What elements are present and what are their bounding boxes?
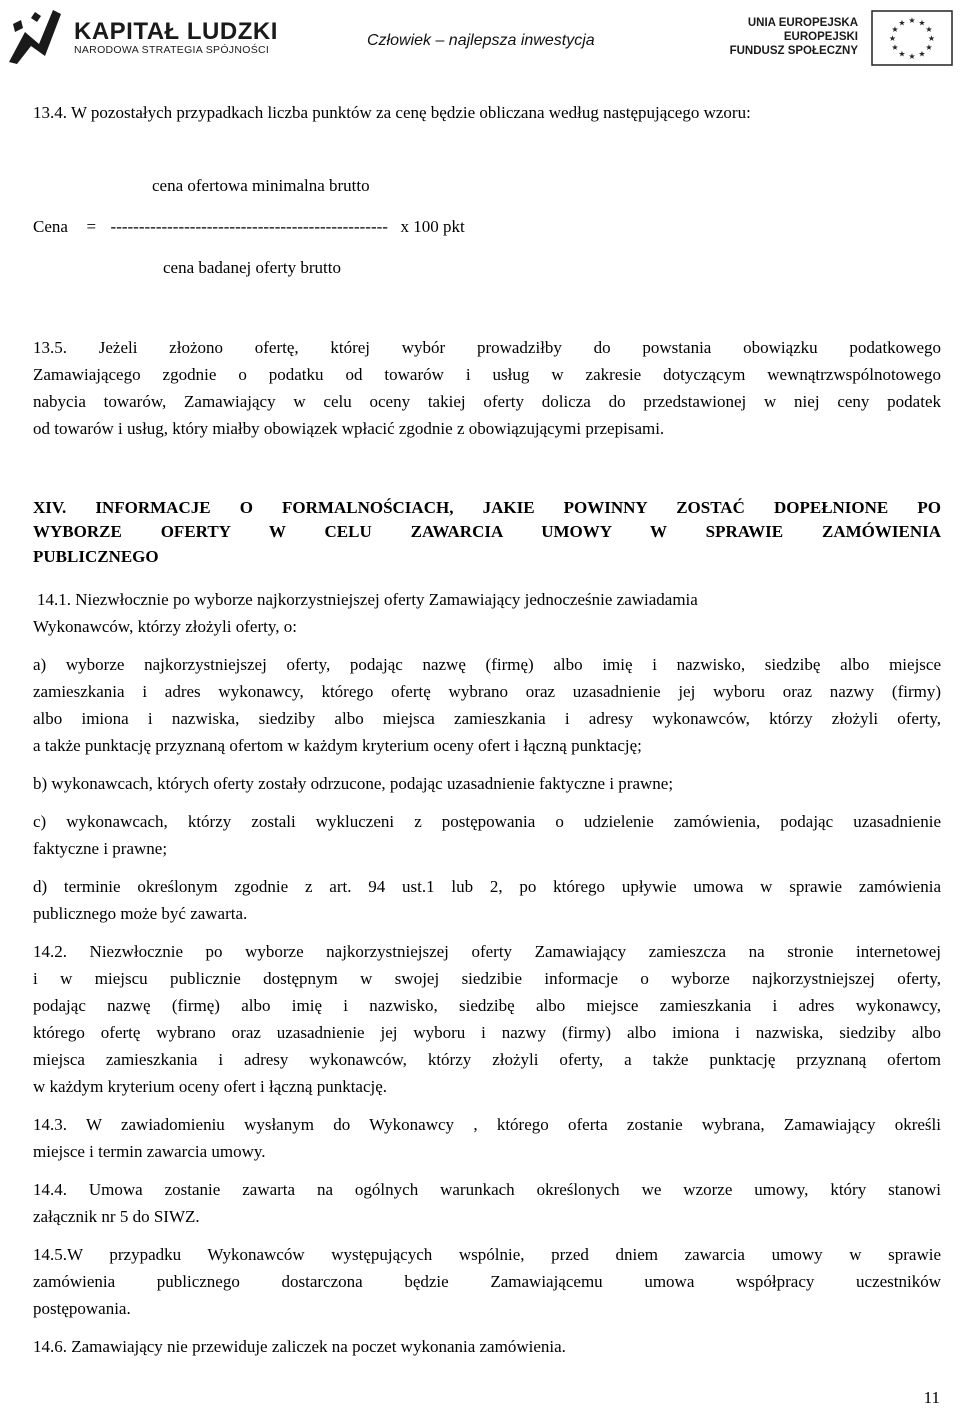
text-line: publicznego może być zawarta.: [33, 904, 248, 923]
text-line: i w miejscu publicznie dostępnym w swojej siedzibie informacje o wyborze najkorzystniejszej oferty,: [33, 969, 941, 988]
formula-fraction-bar: -------------------------------------------------: [110, 217, 388, 236]
text-line: postępowania.: [33, 1299, 131, 1318]
svg-text:★: ★: [898, 49, 906, 59]
text-line: a także punktację przyznaną ofertom w każdym kryterium oceny ofert i łączną punktację;: [33, 736, 642, 755]
text-line: podając nazwę (firmę) albo imię i nazwisko, siedzibę albo miejsce zamieszkania i adres wykonawcy,: [33, 996, 941, 1015]
svg-text:★: ★: [918, 49, 926, 59]
formula-line: [33, 217, 465, 237]
svg-text:★: ★: [891, 43, 899, 52]
kapital-ludzki-logo: [5, 4, 65, 66]
header-slogan: Człowiek – najlepsza inwestycja: [367, 32, 595, 49]
list-item-b: b) wykonawcach, których oferty zostały odrzucone, podając uzasadnienie faktyczne i prawne;: [33, 774, 674, 793]
eu-flag-icon: [871, 10, 953, 66]
svg-text:★: ★: [908, 52, 916, 61]
paragraph-14-6: 14.6. Zamawiający nie przewiduje zaliczek na poczet wykonania zamówienia.: [33, 1337, 566, 1356]
text-line: nabycia towarów, Zamawiający w celu oceny takiej oferty dolicza do przedstawionej w niej ceny podatek: [33, 392, 941, 411]
text-line: Wykonawców, którzy złożyli oferty, o:: [33, 617, 297, 636]
page-header: [0, 0, 960, 80]
formula-multiplier: x 100 pkt: [400, 217, 465, 236]
text-line: d) terminie określonym zgodnie z art. 94 ust.1 lub 2, po którego upływie umowa w sprawie zamówienia: [33, 877, 941, 896]
text-line: c) wykonawcach, którzy zostali wykluczeni z postępowania o udzielenie zamówienia, podając uzasadnienie: [33, 812, 941, 831]
text-line: 14.1. Niezwłocznie po wyborze najkorzystniejszej oferty Zamawiający jednocześnie zawiadamia: [37, 590, 698, 609]
text-line: załącznik nr 5 do SIWZ.: [33, 1207, 200, 1226]
svg-text:★: ★: [908, 16, 916, 25]
text-line: Zamawiającego zgodnie o podatku od towarów i usług w zakresie dotyczącym wewnątrzwspólnotowego: [33, 365, 941, 384]
logo-subtitle: NARODOWA STRATEGIA SPÓJNOŚCI: [74, 44, 270, 56]
formula-numerator: cena ofertowa minimalna brutto: [152, 176, 370, 195]
text-line: zamówienia publicznego dostarczona będzie Zamawiającemu umowa współpracy uczestników: [33, 1272, 941, 1291]
heading-line: XIV. INFORMACJE O FORMALNOŚCIACH, JAKIE POWINNY ZOSTAĆ DOPEŁNIONE PO: [33, 498, 941, 517]
text-line: miejsce i termin zawarcia umowy.: [33, 1142, 266, 1161]
text-line: w każdym kryterium oceny ofert i łączną punktację.: [33, 1077, 388, 1096]
text-line: 14.3. W zawiadomieniu wysłanym do Wykonawcy , którego oferta zostanie wybrana, Zamawiający określi: [33, 1115, 941, 1134]
text-line: zamieszkania i adres wykonawcy, którego ofertę wybrano oraz uzasadnienie jej wyboru oraz nazwy (firmy): [33, 682, 941, 701]
eu-label-line1: UNIA EUROPEJSKA: [747, 17, 858, 29]
text-line: od towarów i usług, który miałby obowiązek wpłacić zgodnie z obowiązującymi przepisami.: [33, 419, 665, 438]
formula-lhs: Cena: [33, 217, 68, 236]
text-line: 14.2. Niezwłocznie po wyborze najkorzystniejszej oferty Zamawiający zamieszcza na stronie internetowej: [33, 942, 941, 961]
page-number: 11: [923, 1388, 940, 1407]
text-line: albo imiona i nazwiska, siedziby albo miejsca zamieszkania i adresy wykonawców, którzy złożyli oferty,: [33, 709, 941, 728]
svg-text:★: ★: [918, 18, 926, 28]
paragraph-13-4: 13.4. W pozostałych przypadkach liczba punktów za cenę będzie obliczana według następującego wzoru:: [33, 103, 751, 122]
text-line: 14.4. Umowa zostanie zawarta na ogólnych warunkach określonych we wzorze umowy, który stanowi: [33, 1180, 941, 1199]
eu-label: [730, 16, 858, 58]
svg-text:★: ★: [925, 43, 933, 52]
text-line: którego ofertę wybrano oraz uzasadnienie jej wyboru i nazwy (firmy) albo imiona i nazwiska, siedziby albo: [33, 1023, 941, 1042]
text-line: miejsca zamieszkania i adresy wykonawców, którzy złożyli oferty, a także punktację przyznaną ofertom: [33, 1050, 941, 1069]
logo-title: KAPITAŁ LUDZKI: [74, 18, 278, 45]
svg-text:★: ★: [888, 34, 897, 43]
text-line: 13.5. Jeżeli złożono ofertę, której wybór prowadziłby do powstania obowiązku podatkowego: [33, 338, 941, 357]
svg-text:★: ★: [891, 25, 899, 34]
eu-label-line2: EUROPEJSKI: [783, 31, 858, 43]
eu-label-line3: FUNDUSZ SPOŁECZNY: [729, 45, 858, 57]
text-line: a) wyborze najkorzystniejszej oferty, podając nazwę (firmę) albo imię i nazwisko, siedzibę albo miejsce: [33, 655, 941, 674]
formula-denominator: cena badanej oferty brutto: [163, 258, 341, 277]
svg-text:★: ★: [898, 18, 906, 28]
text-line: 14.5.W przypadku Wykonawców występujących wspólnie, przed dniem zawarcia umowy w sprawie: [33, 1245, 941, 1264]
text-line: faktyczne i prawne;: [33, 839, 168, 858]
heading-line: WYBORZE OFERTY W CELU ZAWARCIA UMOWY W SPRAWIE ZAMÓWIENIA: [33, 522, 941, 541]
svg-text:★: ★: [927, 34, 936, 43]
heading-line: PUBLICZNEGO: [33, 547, 159, 566]
svg-text:★: ★: [925, 25, 933, 34]
formula-equals: =: [86, 217, 97, 236]
